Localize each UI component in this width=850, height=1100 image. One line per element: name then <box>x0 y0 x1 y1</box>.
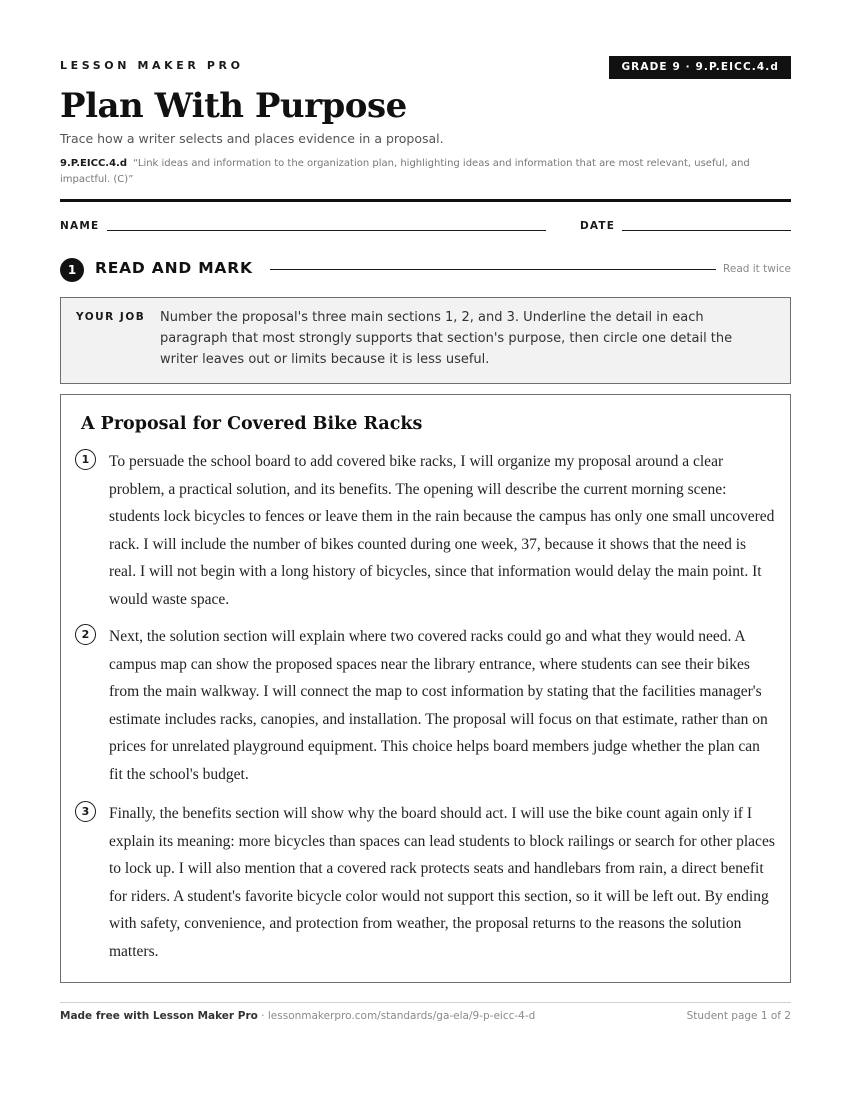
section-number-badge: 1 <box>60 258 84 282</box>
date-label: DATE <box>580 220 616 232</box>
section-header <box>60 257 791 283</box>
page-subtitle: Trace how a writer selects and places evidence in a proposal. <box>60 131 444 146</box>
date-line[interactable] <box>622 230 791 231</box>
instructions-label: YOUR JOB <box>76 311 146 323</box>
name-label: NAME <box>60 220 100 232</box>
instructions-text: Number the proposal's three main sections 1, 2, and 3. Underline the detail in each paragraph that most strongly supports that section's purpose, then circle one detail the writer leaves out or limits because it is less useful. <box>160 310 733 367</box>
paragraph-number: 1 <box>75 449 96 470</box>
passage-box <box>60 394 791 983</box>
footer-url-link[interactable]: lessonmakerpro.com/standards/ga-ela/9-p-eicc-4-d <box>267 1010 536 1022</box>
footer-divider <box>60 1002 791 1003</box>
paragraph-text: Next, the solution section will explain where two covered racks could go and what they would need. A campus map can show the proposed spaces near the library entrance, where students can see their bikes from the main walkway. I will connect the map to cost information by stating that the facilities manager's estimate includes racks, canopies, and installation. The proposal will focus on that estimate, rather than on prices for unrelated playground equipment. This choice helps board members judge whether the plan can fit the school's budget. <box>109 628 768 783</box>
standard-description <box>60 156 791 188</box>
page-title: Plan With Purpose <box>60 86 407 126</box>
paragraph-number: 3 <box>75 801 96 822</box>
header-divider <box>60 199 791 202</box>
passage-paragraph <box>75 623 775 789</box>
name-date-row <box>60 220 791 234</box>
standard-code: 9.P.EICC.4.d <box>60 158 127 169</box>
paragraph-text: To persuade the school board to add covered bike racks, I will organize my proposal around a clear problem, a practical solution, and its benefits. The opening will describe the current morning scene: students lock bicycles to fences or leave them in the rain because the campus has only one small uncovered rack. I will include the number of bikes counted during one week, 37, because it shows that the need is real. I will not begin with a long history of bicycles, since that information would delay the main point. It would waste space. <box>109 453 775 608</box>
paragraph-text: Finally, the benefits section will show why the board should act. I will use the bike count again only if I explain its meaning: more bicycles than spaces can lead students to block railings or search for other places to lock up. I will also mention that a covered rack protects seats and handlebars from rain, a direct benefit for riders. A student's favorite bicycle color would not support this section, so it will be left out. By ending with safety, convenience, and protection from weather, the proposal returns to the reasons the solution matters. <box>109 805 775 960</box>
name-line[interactable] <box>107 230 546 231</box>
instructions-box <box>60 297 791 384</box>
passage-paragraph <box>75 448 775 614</box>
grade-badge: GRADE 9 · 9.P.EICC.4.d <box>609 56 791 79</box>
paragraph-number: 2 <box>75 624 96 645</box>
section-hint: Read it twice <box>723 263 791 275</box>
footer-page-number: Student page 1 of 2 <box>686 1010 791 1022</box>
brand-label: LESSON MAKER PRO <box>60 59 244 72</box>
passage-paragraph <box>75 800 775 966</box>
header-bar <box>60 56 791 80</box>
passage-title: A Proposal for Covered Bike Racks <box>81 414 423 434</box>
section-title: READ AND MARK <box>95 259 253 277</box>
footer <box>60 1010 791 1022</box>
standard-text: “Link ideas and information to the organization plan, highlighting ideas and information that are most relevant, useful, and impactful. (C)” <box>60 158 750 185</box>
footer-separator: · <box>257 1010 268 1022</box>
worksheet-page <box>60 0 791 1100</box>
footer-made-with: Made free with Lesson Maker Pro <box>60 1010 258 1022</box>
section-rule <box>270 269 716 270</box>
